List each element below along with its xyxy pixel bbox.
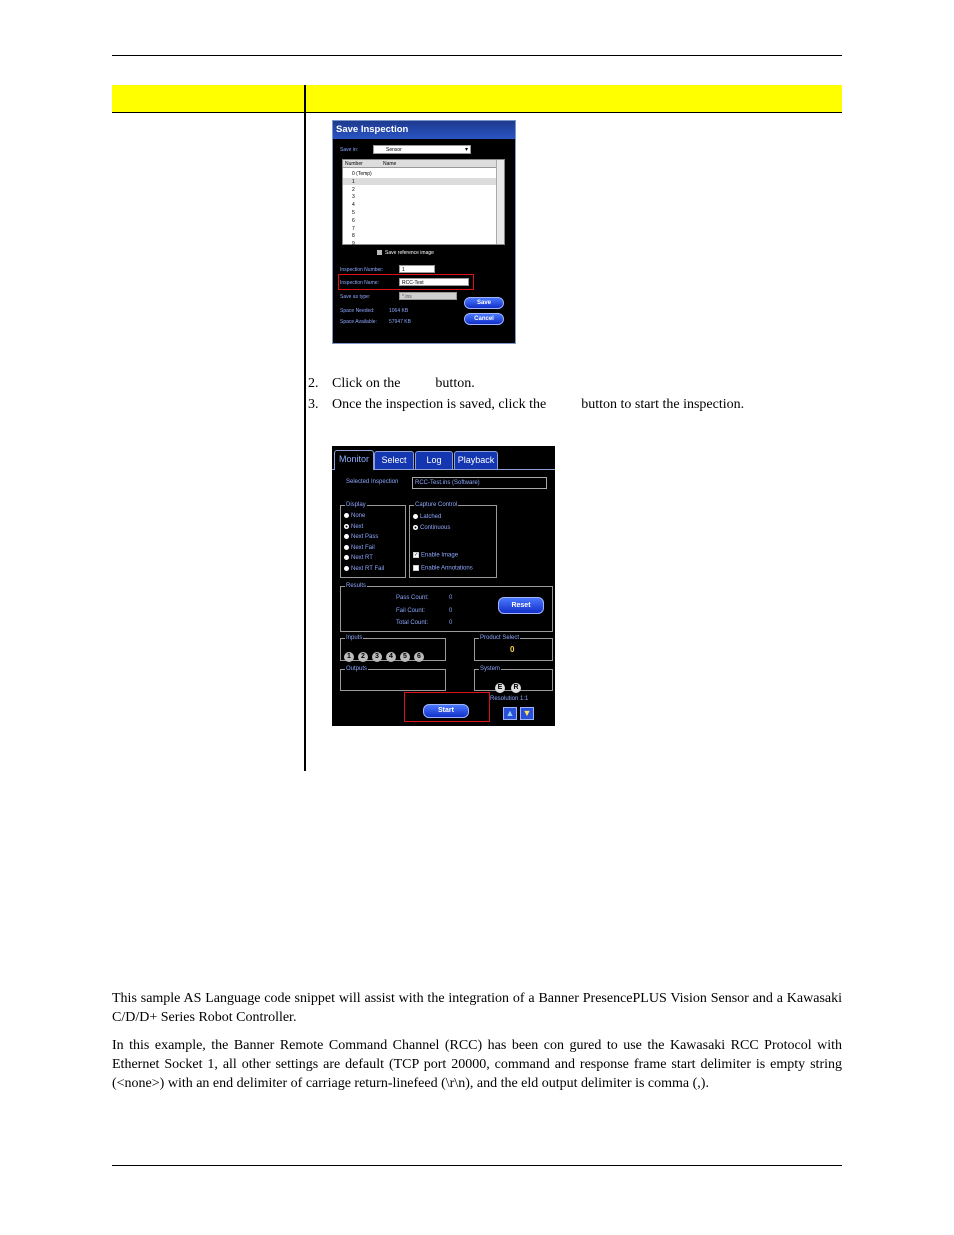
input-indicators xyxy=(344,645,428,663)
pass-count-label: Pass Count: xyxy=(396,595,429,601)
capture-control-group xyxy=(409,502,497,578)
tab-playback[interactable]: Playback xyxy=(454,451,498,469)
capture-option-label: Continuous xyxy=(420,525,451,532)
display-option-label: Next Pass xyxy=(351,534,379,541)
tab-monitor[interactable]: Monitor xyxy=(334,450,374,470)
outputs-group xyxy=(340,666,446,691)
reset-button[interactable]: Reset xyxy=(498,597,544,614)
list-item[interactable]: 6 xyxy=(352,217,355,224)
save-in-value: Sensor xyxy=(386,147,402,153)
capture-option-label: Latched xyxy=(420,514,442,521)
enable-image-checkbox[interactable] xyxy=(413,552,458,560)
table-header-bar xyxy=(112,85,842,113)
outputs-group-label: Outputs xyxy=(346,666,368,672)
results-group-label: Results xyxy=(346,583,367,589)
system-indicators xyxy=(495,676,523,694)
input-indicator-icon: 2 xyxy=(358,652,368,662)
selected-row-highlight xyxy=(343,178,497,185)
capture-option-radio[interactable] xyxy=(413,514,441,521)
checkbox-box xyxy=(413,565,419,571)
enable-annotations-label: Enable Annotations xyxy=(421,565,473,572)
list-item[interactable]: 8 xyxy=(352,233,355,240)
list-item[interactable]: 3 xyxy=(352,194,355,201)
display-option-radio[interactable] xyxy=(344,545,375,552)
highlight-box-name xyxy=(338,274,474,290)
list-item[interactable]: 5 xyxy=(352,210,355,216)
radio-icon xyxy=(344,566,349,571)
inputs-group xyxy=(340,635,446,661)
space-available-label: Space Available: xyxy=(340,319,377,325)
inspection-number-field[interactable] xyxy=(399,265,435,273)
list-item[interactable]: 4 xyxy=(352,202,355,209)
product-select-value: 0 xyxy=(510,645,515,654)
radio-icon xyxy=(413,514,418,519)
resolution-up-icon[interactable]: ▲ xyxy=(503,707,517,720)
list-item[interactable]: 2 xyxy=(352,186,355,193)
selected-inspection-value: RCC-Test.ins (Software) xyxy=(415,480,480,486)
space-available-value: 57947 KB xyxy=(389,319,411,325)
resolution-down-icon[interactable]: ▼ xyxy=(520,707,534,720)
total-count-label: Total Count: xyxy=(396,620,429,626)
paragraph-intro: This sample AS Language code snippet will assist with the integration of a Banner PresencePLUS Vision Sensor and a Kawasaki C/D/D+ Series Robot Controller. xyxy=(112,991,842,1025)
enable-annotations-checkbox[interactable] xyxy=(413,565,473,573)
product-select-label: Product Select xyxy=(480,635,520,641)
display-group-label: Display xyxy=(346,502,366,508)
step-3-text: Once the inspection is saved, click the button to start the inspection. xyxy=(332,397,745,412)
step-2-text: Click on the button. xyxy=(332,376,475,391)
radio-icon xyxy=(344,534,349,539)
list-scrollbar[interactable] xyxy=(496,160,504,244)
resolution-label: Resolution xyxy=(490,696,519,702)
save-ref-checkbox[interactable] xyxy=(377,250,434,256)
display-option-radio[interactable] xyxy=(344,555,373,562)
monitor-panel xyxy=(332,446,555,726)
system-r-indicator: R xyxy=(511,683,521,693)
selected-inspection-label: Selected Inspection xyxy=(346,479,399,485)
resolution-value: 1:1 xyxy=(520,696,529,702)
resolution-readout xyxy=(490,696,528,703)
list-item[interactable]: 0 (Temp) xyxy=(352,171,372,177)
save-as-type-value: *.ins xyxy=(402,294,412,300)
header-rule xyxy=(112,55,842,56)
product-select-group xyxy=(474,635,553,661)
selected-inspection-field[interactable] xyxy=(412,477,547,489)
checkmark-icon: ✓ xyxy=(414,552,419,558)
total-count-value: 0 xyxy=(449,620,453,626)
dialog-title: Save Inspection xyxy=(333,121,515,139)
table-header-rule xyxy=(112,112,842,113)
list-header xyxy=(343,160,497,168)
system-group-label: System xyxy=(480,666,501,672)
table-column-divider xyxy=(304,85,306,771)
results-group xyxy=(340,583,553,632)
fail-count-label: Fail Count: xyxy=(396,608,426,614)
radio-icon xyxy=(344,524,349,529)
display-option-radio[interactable] xyxy=(344,534,378,541)
list-item[interactable]: 9 xyxy=(352,241,355,248)
chevron-down-icon: ▾ xyxy=(464,147,468,153)
capture-group-label: Capture Control xyxy=(415,502,458,508)
inspection-number-label: Inspection Number: xyxy=(340,267,384,273)
inspection-number-value: 1 xyxy=(402,267,405,273)
system-group xyxy=(474,666,553,691)
step-2 xyxy=(308,375,475,392)
inputs-group-label: Inputs xyxy=(346,635,363,641)
input-indicator-icon: 1 xyxy=(344,652,354,662)
space-needed-value: 1064 KB xyxy=(389,308,409,314)
inspection-name-value: RCC-Test xyxy=(402,280,424,286)
input-indicator-icon: 5 xyxy=(400,652,410,662)
save-in-label: Save in: xyxy=(340,147,359,153)
footer-rule xyxy=(112,1165,842,1166)
col-number-header: Number xyxy=(345,161,363,167)
save-in-select[interactable] xyxy=(373,145,471,154)
save-as-type-label: Save as type: xyxy=(340,294,371,300)
fail-count-value: 0 xyxy=(449,608,453,614)
display-option-label: Next RT xyxy=(351,555,373,562)
save-inspection-dialog xyxy=(332,120,516,344)
input-indicator-icon: 3 xyxy=(372,652,382,662)
tab-log[interactable]: Log xyxy=(415,451,453,469)
display-option-radio[interactable] xyxy=(344,566,384,573)
list-item[interactable]: 1 xyxy=(352,178,355,185)
pass-count-value: 0 xyxy=(449,595,453,601)
enable-image-label: Enable Image xyxy=(421,552,459,559)
display-option-label: Next RT Fail xyxy=(351,565,385,572)
display-option-label: Next Fail xyxy=(351,544,375,551)
step-2-number: 2. xyxy=(308,376,319,391)
space-needed-label: Space Needed: xyxy=(340,308,375,314)
save-button[interactable]: Save xyxy=(464,297,504,309)
capture-option-radio[interactable] xyxy=(413,525,450,532)
list-item[interactable]: 7 xyxy=(352,225,355,232)
inspection-name-label: Inspection Name: xyxy=(340,280,379,286)
display-group xyxy=(340,502,406,578)
system-e-indicator: E xyxy=(495,683,505,693)
save-as-type-select[interactable] xyxy=(399,292,457,300)
display-option-label: None xyxy=(351,513,366,520)
col-name-header: Name xyxy=(383,161,397,167)
inspection-list[interactable] xyxy=(342,159,505,248)
radio-icon xyxy=(413,525,418,530)
step-3-number: 3. xyxy=(308,397,319,412)
save-ref-label: Save reference image xyxy=(385,250,434,256)
radio-icon xyxy=(344,513,349,518)
step-3 xyxy=(308,396,744,413)
display-option-radio[interactable] xyxy=(344,513,365,520)
radio-icon xyxy=(344,545,349,550)
display-option-radio[interactable] xyxy=(344,524,363,531)
cancel-button[interactable]: Cancel xyxy=(464,313,504,325)
tab-select[interactable]: Select xyxy=(374,451,414,469)
start-button[interactable]: Start xyxy=(423,704,469,718)
display-option-label: Next xyxy=(351,523,364,530)
radio-icon xyxy=(344,555,349,560)
paragraph-example: In this example, the Banner Remote Command Channel (RCC) has been con gured to use the Kawasaki RCC Protocol with Ethernet Socket 1, all other settings are default (TCP port 20000, command and response frame start delimiter is empty string (<none>) with an end delimiter of carriage return-linefeed (\r\n), and the eld output delimiter is comma (,). xyxy=(112,1038,842,1091)
input-indicator-icon: 4 xyxy=(386,652,396,662)
input-indicator-icon: 6 xyxy=(414,652,424,662)
